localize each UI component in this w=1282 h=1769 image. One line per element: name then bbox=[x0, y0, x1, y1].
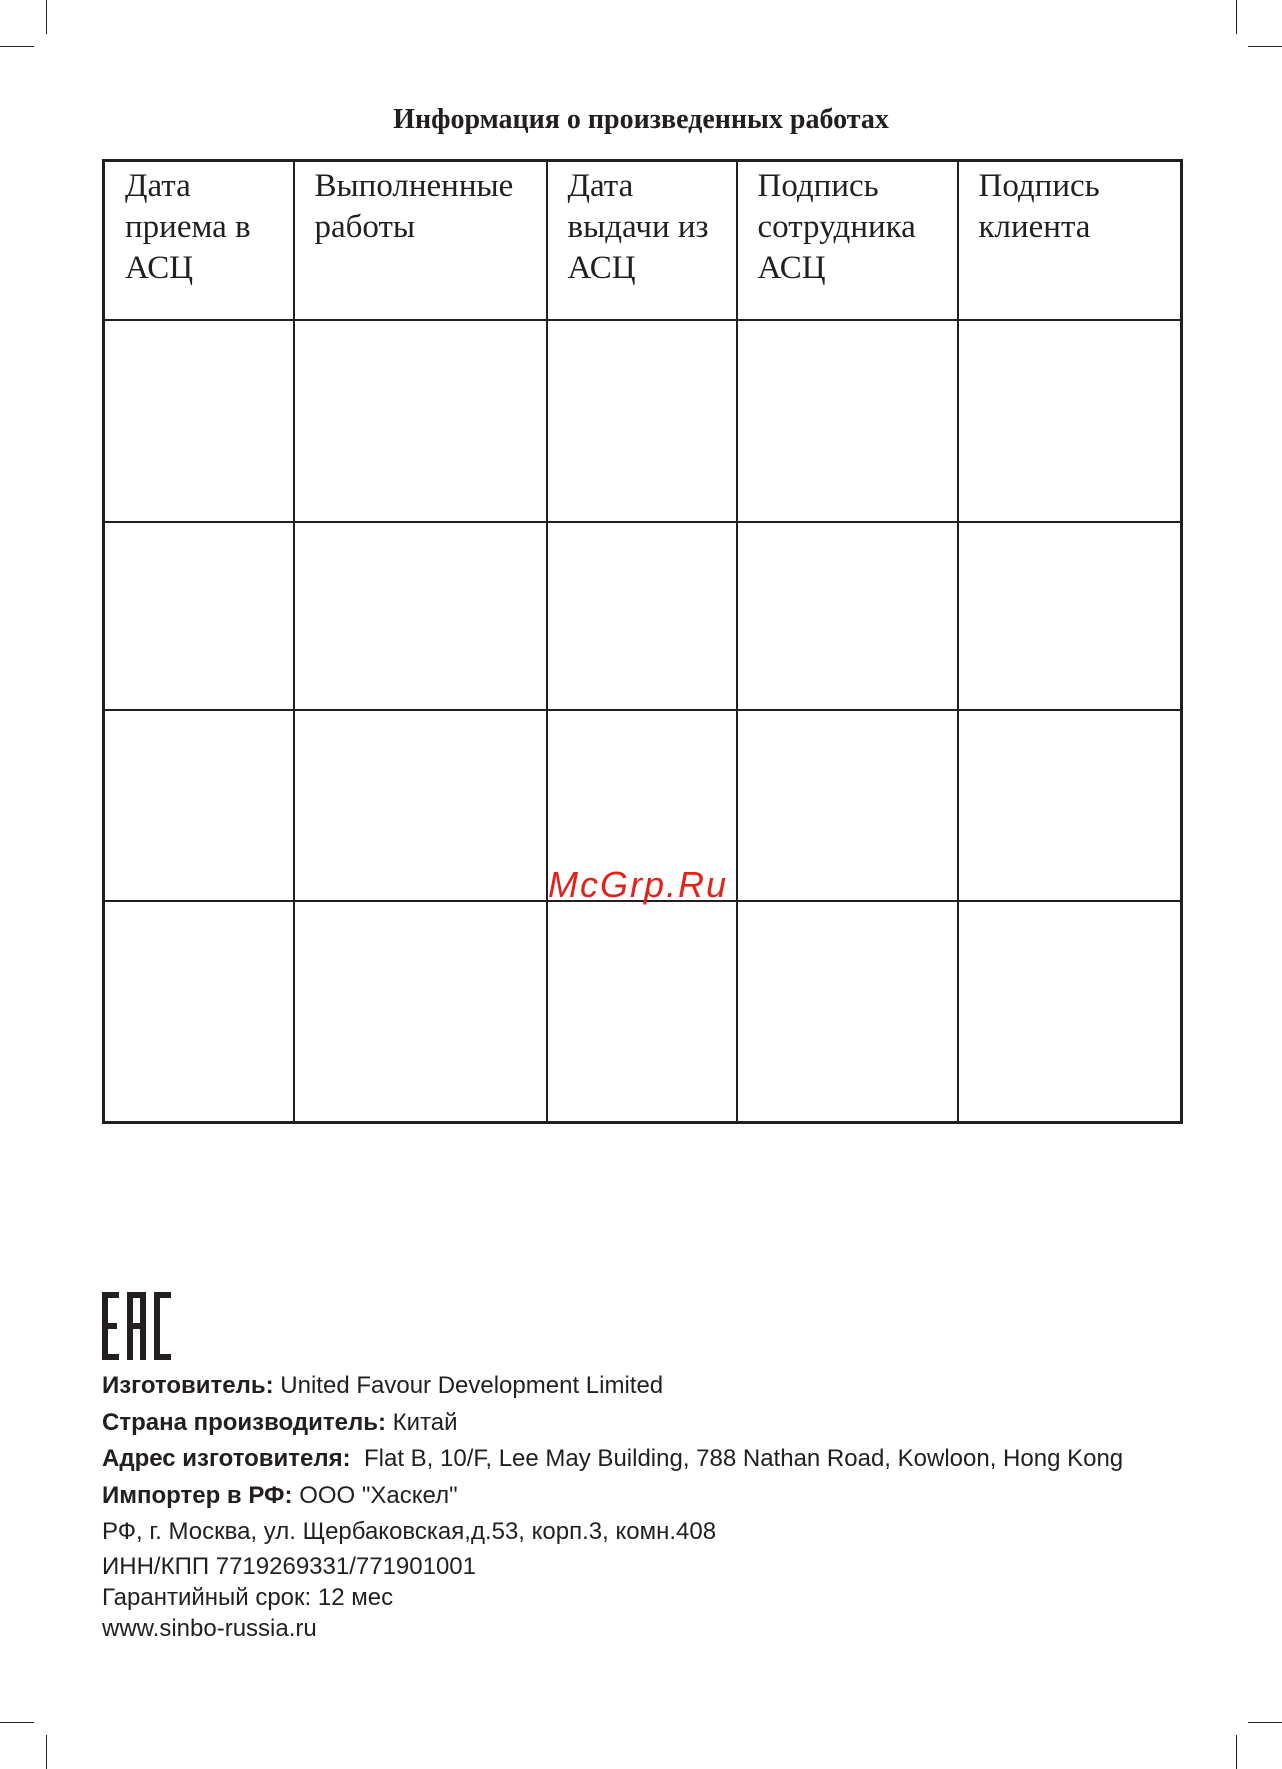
table-cell bbox=[958, 901, 1182, 1123]
address-value: Flat B, 10/F, Lee May Building, 788 Nathan Road, Kowloon, Hong Kong bbox=[350, 1445, 1124, 1472]
table-row bbox=[104, 320, 1182, 522]
manufacturer-value: United Favour Development Limited bbox=[273, 1372, 664, 1399]
table-cell bbox=[547, 901, 737, 1123]
table-cell bbox=[547, 522, 737, 710]
importer-value: ООО "Хаскел" bbox=[292, 1481, 458, 1509]
manufacturer-line bbox=[102, 1368, 1123, 1405]
table-cell bbox=[737, 320, 958, 522]
address-label: Адрес изготовителя: bbox=[102, 1445, 351, 1472]
table-cell bbox=[294, 320, 547, 522]
table-cell bbox=[958, 522, 1182, 710]
crop-mark-top-right-h bbox=[1248, 46, 1282, 47]
country-value: Китай bbox=[385, 1408, 458, 1436]
watermark: McGrp.Ru bbox=[548, 864, 729, 905]
manufacturer-label: Изготовитель: bbox=[102, 1372, 274, 1399]
table-cell bbox=[547, 320, 737, 522]
works-table bbox=[102, 159, 1183, 1124]
table-cell bbox=[104, 320, 294, 522]
country-label: Страна производитель: bbox=[102, 1408, 386, 1436]
manufacturer-info bbox=[102, 1368, 1123, 1644]
crop-mark-bottom-left-h bbox=[0, 1722, 34, 1723]
importer-line bbox=[102, 1478, 1123, 1515]
table-row bbox=[104, 901, 1182, 1123]
column-header-date-issued: Дата выдачи из АСЦ bbox=[547, 161, 737, 321]
table-cell bbox=[294, 710, 547, 901]
column-header-work-done: Выполненные работы bbox=[294, 161, 547, 321]
table-cell bbox=[104, 710, 294, 901]
column-header-employee-signature: Подпись сотрудника АСЦ bbox=[737, 161, 958, 321]
table-row bbox=[104, 522, 1182, 710]
table-cell bbox=[737, 710, 958, 901]
table-cell bbox=[737, 522, 958, 710]
page-title: Информация о произведенных работах bbox=[393, 104, 889, 135]
table-cell bbox=[104, 522, 294, 710]
column-header-date-received: Дата приема в АСЦ bbox=[104, 161, 294, 321]
country-line bbox=[102, 1405, 1123, 1442]
crop-mark-top-left-h bbox=[0, 46, 34, 47]
table-cell bbox=[294, 901, 547, 1123]
column-header-client-signature: Подпись клиента bbox=[958, 161, 1182, 321]
table-cell bbox=[958, 320, 1182, 522]
crop-mark-bottom-left bbox=[46, 1735, 47, 1769]
website-link[interactable]: www.sinbo-russia.ru bbox=[102, 1614, 317, 1642]
table-header-row bbox=[104, 161, 1182, 321]
table-cell bbox=[958, 710, 1182, 901]
table-cell bbox=[104, 901, 294, 1123]
crop-mark-top-left bbox=[46, 0, 47, 34]
table-cell bbox=[294, 522, 547, 710]
importer-address: РФ, г. Москва, ул. Щербаковская,д.53, корп.3, комн.408 bbox=[102, 1518, 717, 1545]
importer-label: Импортер в РФ: bbox=[102, 1481, 293, 1509]
address-line bbox=[102, 1441, 1123, 1478]
crop-mark-top-right bbox=[1236, 0, 1237, 34]
table-cell bbox=[737, 901, 958, 1123]
warranty-line: Гарантийный срок: 12 мес bbox=[102, 1583, 394, 1611]
crop-mark-bottom-right-h bbox=[1248, 1722, 1282, 1723]
crop-mark-bottom-right bbox=[1236, 1735, 1237, 1769]
eac-logo-icon bbox=[102, 1292, 172, 1360]
inn-line: ИНН/КПП 7719269331/771901001 bbox=[102, 1552, 477, 1580]
